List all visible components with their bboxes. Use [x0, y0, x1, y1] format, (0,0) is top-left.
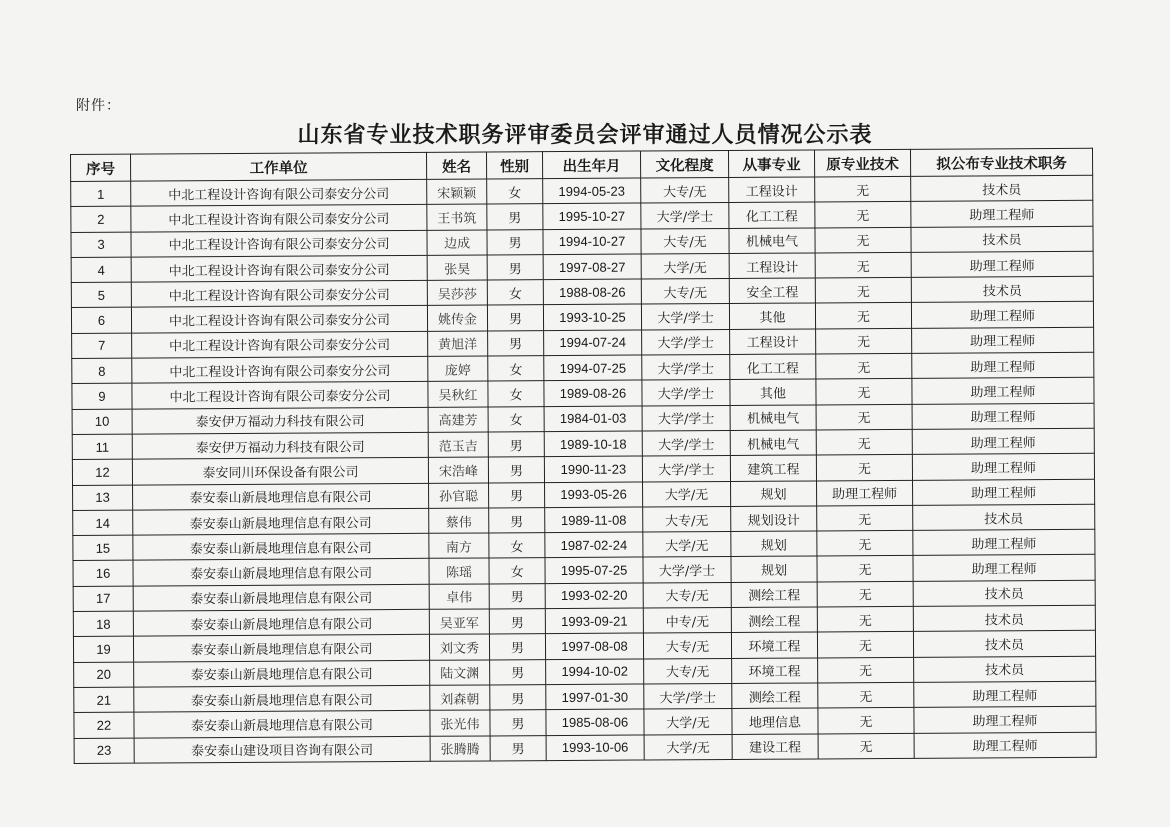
specialty-cell: 其他: [730, 379, 816, 405]
row-number-cell: 1: [71, 181, 131, 207]
previous-title-cell: 无: [817, 581, 913, 607]
specialty-cell: 规划: [731, 481, 817, 507]
education-cell: 大学/学士: [644, 683, 732, 709]
person-name-cell: 边成: [427, 230, 487, 256]
employer-cell: 泰安同川环保设备有限公司: [132, 458, 428, 485]
birth-date-cell: 1994-05-23: [543, 178, 641, 204]
education-cell: 大学/学士: [643, 557, 731, 583]
row-number-cell: 11: [72, 434, 132, 460]
gender-cell: 男: [488, 457, 544, 483]
previous-title-cell: 无: [818, 682, 914, 708]
specialty-cell: 测绘工程: [732, 683, 818, 709]
header-cell: 序号: [71, 154, 131, 181]
gender-cell: 男: [490, 735, 546, 761]
gender-cell: 女: [488, 356, 544, 382]
row-number-cell: 14: [73, 510, 133, 536]
employer-cell: 中北工程设计咨询有限公司泰安分公司: [131, 306, 427, 333]
birth-date-cell: 1995-07-25: [545, 557, 643, 583]
row-number-cell: 20: [74, 662, 134, 688]
person-name-cell: 张腾腾: [430, 735, 490, 761]
gender-cell: 女: [489, 533, 545, 559]
employer-cell: 中北工程设计咨询有限公司泰安分公司: [131, 179, 427, 206]
row-number-cell: 10: [72, 409, 132, 435]
education-cell: 中专/无: [643, 608, 731, 634]
person-name-cell: 范玉吉: [428, 432, 488, 458]
employer-cell: 中北工程设计咨询有限公司泰安分公司: [131, 205, 427, 232]
page-title: 山东省专业技术职务评审委员会评审通过人员情况公示表: [297, 123, 873, 148]
specialty-cell: 测绘工程: [731, 582, 817, 608]
employer-cell: 泰安伊万福动力科技有限公司: [132, 432, 428, 459]
education-cell: 大学/学士: [642, 430, 730, 456]
person-name-cell: 吴莎莎: [427, 280, 487, 306]
birth-date-cell: 1994-10-02: [546, 659, 644, 685]
previous-title-cell: 无: [815, 227, 911, 253]
education-cell: 大学/无: [643, 532, 731, 558]
proposed-title-cell: 助理工程师: [912, 352, 1094, 378]
proposed-title-cell: 技术员: [913, 631, 1095, 657]
specialty-cell: 其他: [729, 303, 815, 329]
previous-title-cell: 无: [816, 353, 912, 379]
employer-cell: 泰安泰山新晨地理信息有限公司: [133, 584, 429, 611]
education-cell: 大学/学士: [642, 355, 730, 381]
education-cell: 大学/无: [644, 734, 732, 760]
row-number-cell: 18: [73, 611, 133, 637]
birth-date-cell: 1994-07-24: [544, 330, 642, 356]
person-name-cell: 黄旭洋: [428, 331, 488, 357]
employer-cell: 中北工程设计咨询有限公司泰安分公司: [132, 331, 428, 358]
gender-cell: 男: [490, 685, 546, 711]
row-number-cell: 9: [72, 384, 132, 410]
employer-cell: 泰安泰山新晨地理信息有限公司: [133, 635, 429, 662]
birth-date-cell: 1993-09-21: [545, 608, 643, 634]
row-number-cell: 2: [71, 206, 131, 232]
gender-cell: 男: [487, 305, 543, 331]
previous-title-cell: 无: [817, 632, 913, 658]
specialty-cell: 测绘工程: [731, 607, 817, 633]
gender-cell: 男: [489, 634, 545, 660]
person-name-cell: 吴亚军: [429, 609, 489, 635]
specialty-cell: 环境工程: [731, 632, 817, 658]
specialty-cell: 化工工程: [730, 354, 816, 380]
specialty-cell: 规划: [731, 531, 817, 557]
row-number-cell: 4: [71, 257, 131, 283]
specialty-cell: 工程设计: [730, 329, 816, 355]
previous-title-cell: 助理工程师: [817, 480, 913, 506]
employer-cell: 泰安泰山新晨地理信息有限公司: [134, 660, 430, 687]
row-number-cell: 8: [72, 358, 132, 384]
birth-date-cell: 1997-08-27: [543, 254, 641, 280]
previous-title-cell: 无: [815, 303, 911, 329]
gender-cell: 男: [489, 482, 545, 508]
employer-cell: 中北工程设计咨询有限公司泰安分公司: [131, 230, 427, 257]
specialty-cell: 安全工程: [729, 278, 815, 304]
employer-cell: 泰安泰山新晨地理信息有限公司: [133, 559, 429, 586]
proposed-title-cell: 技术员: [913, 504, 1095, 530]
specialty-cell: 规划设计: [731, 506, 817, 532]
person-name-cell: 庞婷: [428, 356, 488, 382]
employer-cell: 中北工程设计咨询有限公司泰安分公司: [132, 382, 428, 409]
gender-cell: 女: [488, 381, 544, 407]
education-cell: 大专/无: [643, 633, 731, 659]
person-name-cell: 南方: [429, 533, 489, 559]
previous-title-cell: 无: [816, 328, 912, 354]
previous-title-cell: 无: [816, 404, 912, 430]
proposed-title-cell: 助理工程师: [911, 302, 1093, 328]
previous-title-cell: 无: [815, 278, 911, 304]
education-cell: 大学/学士: [641, 203, 729, 229]
previous-title-cell: 无: [818, 657, 914, 683]
header-cell: 性别: [486, 152, 542, 179]
employer-cell: 中北工程设计咨询有限公司泰安分公司: [131, 255, 427, 282]
education-cell: 大专/无: [641, 228, 729, 254]
person-name-cell: 姚传金: [427, 305, 487, 331]
employer-cell: 中北工程设计咨询有限公司泰安分公司: [131, 281, 427, 308]
person-name-cell: 张昊: [427, 255, 487, 281]
employer-cell: 泰安泰山新晨地理信息有限公司: [133, 483, 429, 510]
row-number-cell: 16: [73, 561, 133, 587]
person-name-cell: 刘森朝: [430, 685, 490, 711]
birth-date-cell: 1993-05-26: [545, 482, 643, 508]
previous-title-cell: 无: [815, 176, 911, 202]
birth-date-cell: 1997-08-08: [545, 633, 643, 659]
gender-cell: 女: [487, 280, 543, 306]
previous-title-cell: 无: [817, 606, 913, 632]
row-number-cell: 5: [71, 282, 131, 308]
education-cell: 大专/无: [641, 177, 729, 203]
previous-title-cell: 无: [816, 455, 912, 481]
header-cell: 文化程度: [640, 150, 728, 178]
gender-cell: 男: [490, 659, 546, 685]
employer-cell: 泰安泰山新晨地理信息有限公司: [133, 508, 429, 535]
education-cell: 大学/学士: [642, 405, 730, 431]
specialty-cell: 化工工程: [729, 202, 815, 228]
gender-cell: 男: [487, 204, 543, 230]
proposed-title-cell: 助理工程师: [913, 555, 1095, 581]
specialty-cell: 建筑工程: [730, 455, 816, 481]
person-name-cell: 吴秋红: [428, 381, 488, 407]
header-cell: 拟公布专业技术职务: [910, 148, 1092, 176]
birth-date-cell: 1993-10-06: [546, 735, 644, 761]
gender-cell: 男: [488, 330, 544, 356]
gender-cell: 男: [489, 583, 545, 609]
proposed-title-cell: 助理工程师: [913, 479, 1095, 505]
attachment-label: 附件：: [76, 98, 121, 114]
person-name-cell: 孙官聪: [429, 483, 489, 509]
previous-title-cell: 无: [815, 202, 911, 228]
birth-date-cell: 1990-11-23: [544, 456, 642, 482]
birth-date-cell: 1989-10-18: [544, 431, 642, 457]
specialty-cell: 工程设计: [729, 253, 815, 279]
proposed-title-cell: 助理工程师: [912, 327, 1094, 353]
person-name-cell: 陈瑶: [429, 558, 489, 584]
specialty-cell: 机械电气: [729, 228, 815, 254]
gender-cell: 女: [488, 406, 544, 432]
proposed-title-cell: 助理工程师: [913, 529, 1095, 555]
proposed-title-cell: 技术员: [911, 276, 1093, 302]
employer-cell: 泰安泰山新晨地理信息有限公司: [133, 533, 429, 560]
person-name-cell: 高建芳: [428, 407, 488, 433]
row-number-cell: 12: [72, 459, 132, 485]
previous-title-cell: 无: [817, 556, 913, 582]
gender-cell: 男: [490, 710, 546, 736]
proposed-title-cell: 助理工程师: [912, 378, 1094, 404]
proposed-title-cell: 技术员: [914, 656, 1096, 682]
previous-title-cell: 无: [817, 531, 913, 557]
row-number-cell: 15: [73, 535, 133, 561]
person-name-cell: 刘文秀: [429, 634, 489, 660]
birth-date-cell: 1989-08-26: [544, 380, 642, 406]
previous-title-cell: 无: [817, 505, 913, 531]
education-cell: 大专/无: [643, 582, 731, 608]
birth-date-cell: 1987-02-24: [545, 532, 643, 558]
birth-date-cell: 1989-11-08: [545, 507, 643, 533]
roster-body: [71, 175, 1097, 763]
education-cell: 大学/学士: [642, 456, 730, 482]
header-cell: 出生年月: [542, 151, 640, 179]
employer-cell: 泰安伊万福动力科技有限公司: [132, 407, 428, 434]
birth-date-cell: 1993-02-20: [545, 583, 643, 609]
gender-cell: 男: [489, 609, 545, 635]
person-name-cell: 张光伟: [430, 710, 490, 736]
proposed-title-cell: 技术员: [911, 226, 1093, 252]
specialty-cell: 机械电气: [730, 405, 816, 431]
specialty-cell: 环境工程: [732, 658, 818, 684]
proposed-title-cell: 助理工程师: [914, 681, 1096, 707]
header-cell: 原专业技术: [814, 149, 910, 177]
person-name-cell: 卓伟: [429, 584, 489, 610]
header-cell: 工作单位: [131, 152, 427, 181]
education-cell: 大学/无: [641, 253, 729, 279]
person-name-cell: 王书筑: [427, 204, 487, 230]
previous-title-cell: 无: [818, 733, 914, 759]
row-number-cell: 6: [71, 308, 131, 334]
specialty-cell: 规划: [731, 556, 817, 582]
row-number-cell: 21: [74, 687, 134, 713]
row-number-cell: 13: [73, 485, 133, 511]
header-cell: 从事专业: [728, 150, 814, 178]
education-cell: 大学/无: [643, 481, 731, 507]
proposed-title-cell: 助理工程师: [912, 428, 1094, 454]
employer-cell: 中北工程设计咨询有限公司泰安分公司: [132, 356, 428, 383]
person-name-cell: 陆文渊: [430, 660, 490, 686]
person-name-cell: 宋浩峰: [428, 457, 488, 483]
person-name-cell: 蔡伟: [429, 508, 489, 534]
employer-cell: 泰安泰山新晨地理信息有限公司: [134, 685, 430, 712]
birth-date-cell: 1995-10-27: [543, 203, 641, 229]
birth-date-cell: 1994-10-27: [543, 229, 641, 255]
employer-cell: 泰安泰山新晨地理信息有限公司: [134, 711, 430, 738]
specialty-cell: 地理信息: [732, 708, 818, 734]
birth-date-cell: 1984-01-03: [544, 406, 642, 432]
proposed-title-cell: 助理工程师: [914, 732, 1096, 758]
education-cell: 大学/学士: [642, 329, 730, 355]
row-number-cell: 23: [74, 738, 134, 764]
education-cell: 大学/无: [644, 709, 732, 735]
birth-date-cell: 1993-10-25: [543, 304, 641, 330]
table-row: [74, 732, 1096, 764]
row-number-cell: 3: [71, 232, 131, 258]
gender-cell: 男: [487, 255, 543, 281]
birth-date-cell: 1997-01-30: [546, 684, 644, 710]
proposed-title-cell: 助理工程师: [911, 201, 1093, 227]
roster-table: [70, 148, 1097, 764]
header-cell: 姓名: [426, 152, 486, 179]
row-number-cell: 17: [73, 586, 133, 612]
gender-cell: 女: [489, 558, 545, 584]
gender-cell: 男: [487, 229, 543, 255]
birth-date-cell: 1985-08-06: [546, 709, 644, 735]
birth-date-cell: 1988-08-26: [543, 279, 641, 305]
education-cell: 大专/无: [641, 279, 729, 305]
proposed-title-cell: 助理工程师: [914, 706, 1096, 732]
proposed-title-cell: 助理工程师: [912, 403, 1094, 429]
proposed-title-cell: 助理工程师: [911, 251, 1093, 277]
education-cell: 大学/学士: [641, 304, 729, 330]
previous-title-cell: 无: [816, 429, 912, 455]
row-number-cell: 22: [74, 712, 134, 738]
specialty-cell: 机械电气: [730, 430, 816, 456]
previous-title-cell: 无: [815, 252, 911, 278]
row-number-cell: 19: [73, 636, 133, 662]
employer-cell: 泰安泰山新晨地理信息有限公司: [133, 609, 429, 636]
education-cell: 大专/无: [643, 506, 731, 532]
proposed-title-cell: 技术员: [913, 605, 1095, 631]
education-cell: 大专/无: [644, 658, 732, 684]
gender-cell: 男: [488, 432, 544, 458]
specialty-cell: 工程设计: [729, 177, 815, 203]
proposed-title-cell: 技术员: [913, 580, 1095, 606]
previous-title-cell: 无: [818, 708, 914, 734]
gender-cell: 男: [489, 507, 545, 533]
gender-cell: 女: [487, 179, 543, 205]
row-number-cell: 7: [72, 333, 132, 359]
birth-date-cell: 1994-07-25: [544, 355, 642, 381]
previous-title-cell: 无: [816, 379, 912, 405]
proposed-title-cell: 技术员: [911, 175, 1093, 201]
specialty-cell: 建设工程: [732, 733, 818, 759]
person-name-cell: 宋颖颖: [427, 179, 487, 205]
employer-cell: 泰安泰山建设项目咨询有限公司: [134, 736, 430, 763]
proposed-title-cell: 助理工程师: [912, 454, 1094, 480]
education-cell: 大学/学士: [642, 380, 730, 406]
